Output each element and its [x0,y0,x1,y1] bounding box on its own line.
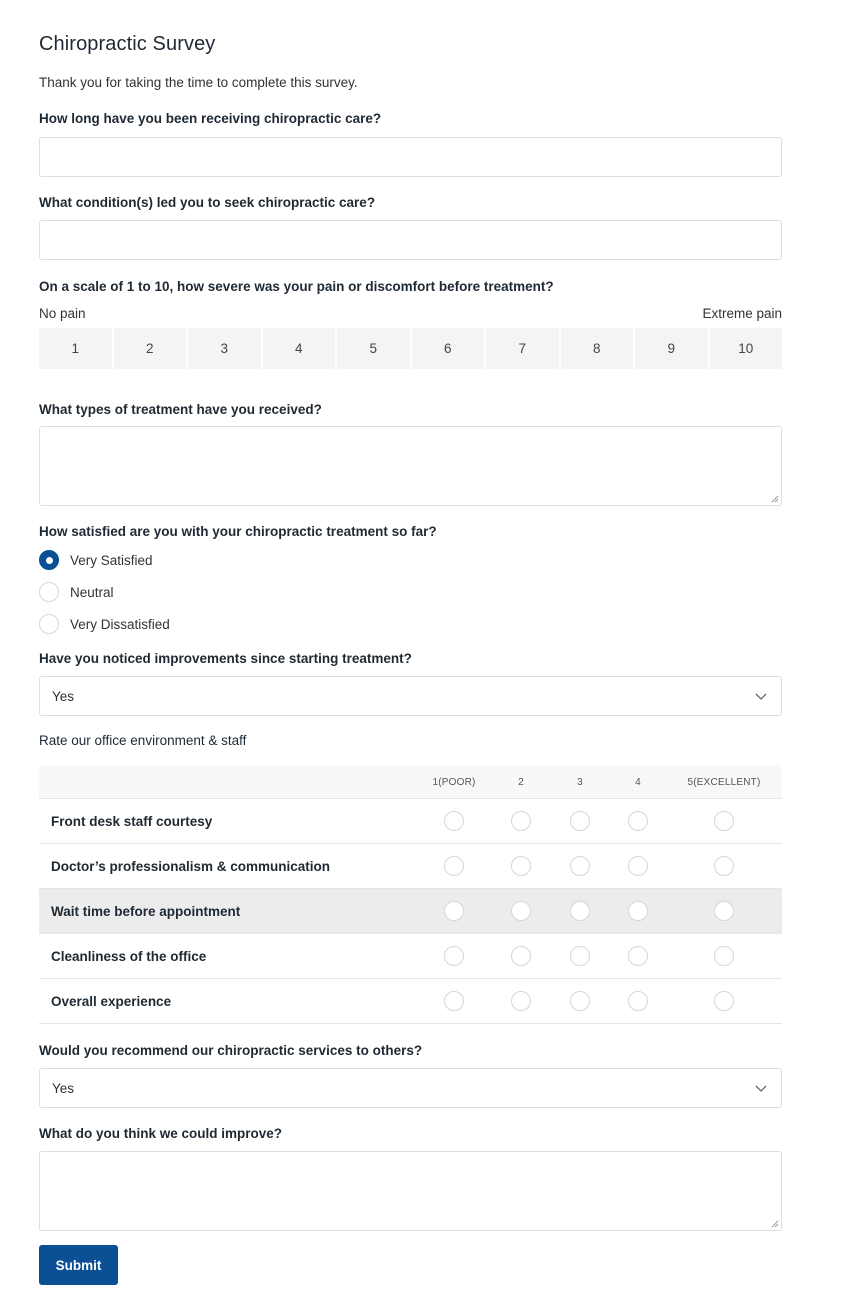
pain-scale [39,328,782,369]
matrix-radio[interactable] [444,901,464,921]
radio-button[interactable] [39,550,59,570]
care-duration-input[interactable] [39,137,782,177]
matrix-radio[interactable] [444,946,464,966]
q9-label: What do you think we could improve? [39,1126,283,1141]
radio-label: Very Satisfied [70,552,153,568]
matrix-radio[interactable] [628,811,648,831]
matrix-radio[interactable] [714,811,734,831]
matrix-column-header: 3 [577,776,583,788]
matrix-radio[interactable] [444,856,464,876]
matrix-row-front-desk [39,799,782,844]
matrix-radio[interactable] [628,901,648,921]
matrix-radio[interactable] [714,946,734,966]
scale-option[interactable]: 5 [337,328,410,369]
radio-option-neutral[interactable] [39,582,114,602]
radio-button[interactable] [39,614,59,634]
matrix-column-header: 4 [635,776,641,788]
radio-label: Neutral [70,584,114,600]
matrix-radio[interactable] [628,946,648,966]
scale-max-label: Extreme pain [702,306,782,321]
scale-option[interactable]: 7 [486,328,559,369]
q8-label: Would you recommend our chiropractic services to others? [39,1043,423,1058]
q3-label: On a scale of 1 to 10, how severe was your pain or discomfort before treatment? [39,279,554,294]
matrix-radio[interactable] [714,901,734,921]
resize-grip-icon[interactable] [771,495,779,503]
scale-min-label: No pain [39,306,86,321]
page-title: Chiropractic Survey [39,33,216,55]
radio-option-very-dissatisfied[interactable] [39,614,170,634]
matrix-radio[interactable] [570,901,590,921]
scale-option[interactable]: 10 [710,328,783,369]
matrix-radio[interactable] [714,991,734,1011]
scale-option[interactable]: 9 [635,328,708,369]
select-value: Yes [52,1080,75,1096]
matrix-radio[interactable] [511,811,531,831]
chevron-down-icon [755,1083,767,1093]
matrix-radio[interactable] [570,991,590,1011]
treatments-textarea[interactable] [39,426,782,506]
q2-label: What condition(s) led you to seek chiropractic care? [39,195,376,210]
matrix-radio[interactable] [511,901,531,921]
q4-label: What types of treatment have you received? [39,402,322,417]
submit-button[interactable]: Submit [39,1245,118,1285]
matrix-radio[interactable] [570,856,590,876]
matrix-row-cleanliness [39,934,782,979]
matrix-header [39,765,782,799]
matrix-radio[interactable] [570,811,590,831]
improve-textarea[interactable] [39,1151,782,1231]
matrix-row-label: Front desk staff courtesy [51,813,213,829]
matrix-column-header: 5(EXCELLENT) [687,776,761,788]
improvements-select[interactable] [39,676,782,716]
q1-label: How long have you been receiving chiropractic care? [39,111,382,126]
q6-label: Have you noticed improvements since starting treatment? [39,651,412,666]
resize-grip-icon[interactable] [771,1220,779,1228]
matrix-row-overall [39,979,782,1024]
q5-label: How satisfied are you with your chiropractic treatment so far? [39,524,437,539]
matrix-radio[interactable] [628,991,648,1011]
matrix-row-wait-time [39,889,782,934]
scale-option[interactable]: 4 [263,328,336,369]
scale-option[interactable]: 6 [412,328,485,369]
matrix-column-header: 1(POOR) [432,776,476,788]
matrix-row-doctor [39,844,782,889]
radio-label: Very Dissatisfied [70,616,170,632]
matrix-radio[interactable] [511,946,531,966]
matrix-radio[interactable] [444,811,464,831]
matrix-row-label: Cleanliness of the office [51,948,207,964]
matrix-radio[interactable] [444,991,464,1011]
scale-option[interactable]: 8 [561,328,634,369]
radio-button[interactable] [39,582,59,602]
survey-intro: Thank you for taking the time to complete this survey. [39,75,358,90]
matrix-radio[interactable] [511,991,531,1011]
matrix-radio[interactable] [714,856,734,876]
matrix-row-label: Wait time before appointment [51,903,241,919]
matrix-radio[interactable] [628,856,648,876]
chevron-down-icon [755,691,767,701]
q7-label: Rate our office environment & staff [39,733,247,748]
scale-option[interactable]: 2 [114,328,187,369]
scale-option[interactable]: 3 [188,328,261,369]
matrix-row-label: Overall experience [51,993,172,1009]
select-value: Yes [52,688,75,704]
condition-input[interactable] [39,220,782,260]
radio-option-very-satisfied[interactable] [39,550,153,570]
matrix-radio[interactable] [570,946,590,966]
matrix-radio[interactable] [511,856,531,876]
matrix-column-header: 2 [518,776,524,788]
rating-matrix [39,765,782,1024]
matrix-row-label: Doctor’s professionalism & communication [51,858,331,874]
recommend-select[interactable] [39,1068,782,1108]
scale-option[interactable]: 1 [39,328,112,369]
